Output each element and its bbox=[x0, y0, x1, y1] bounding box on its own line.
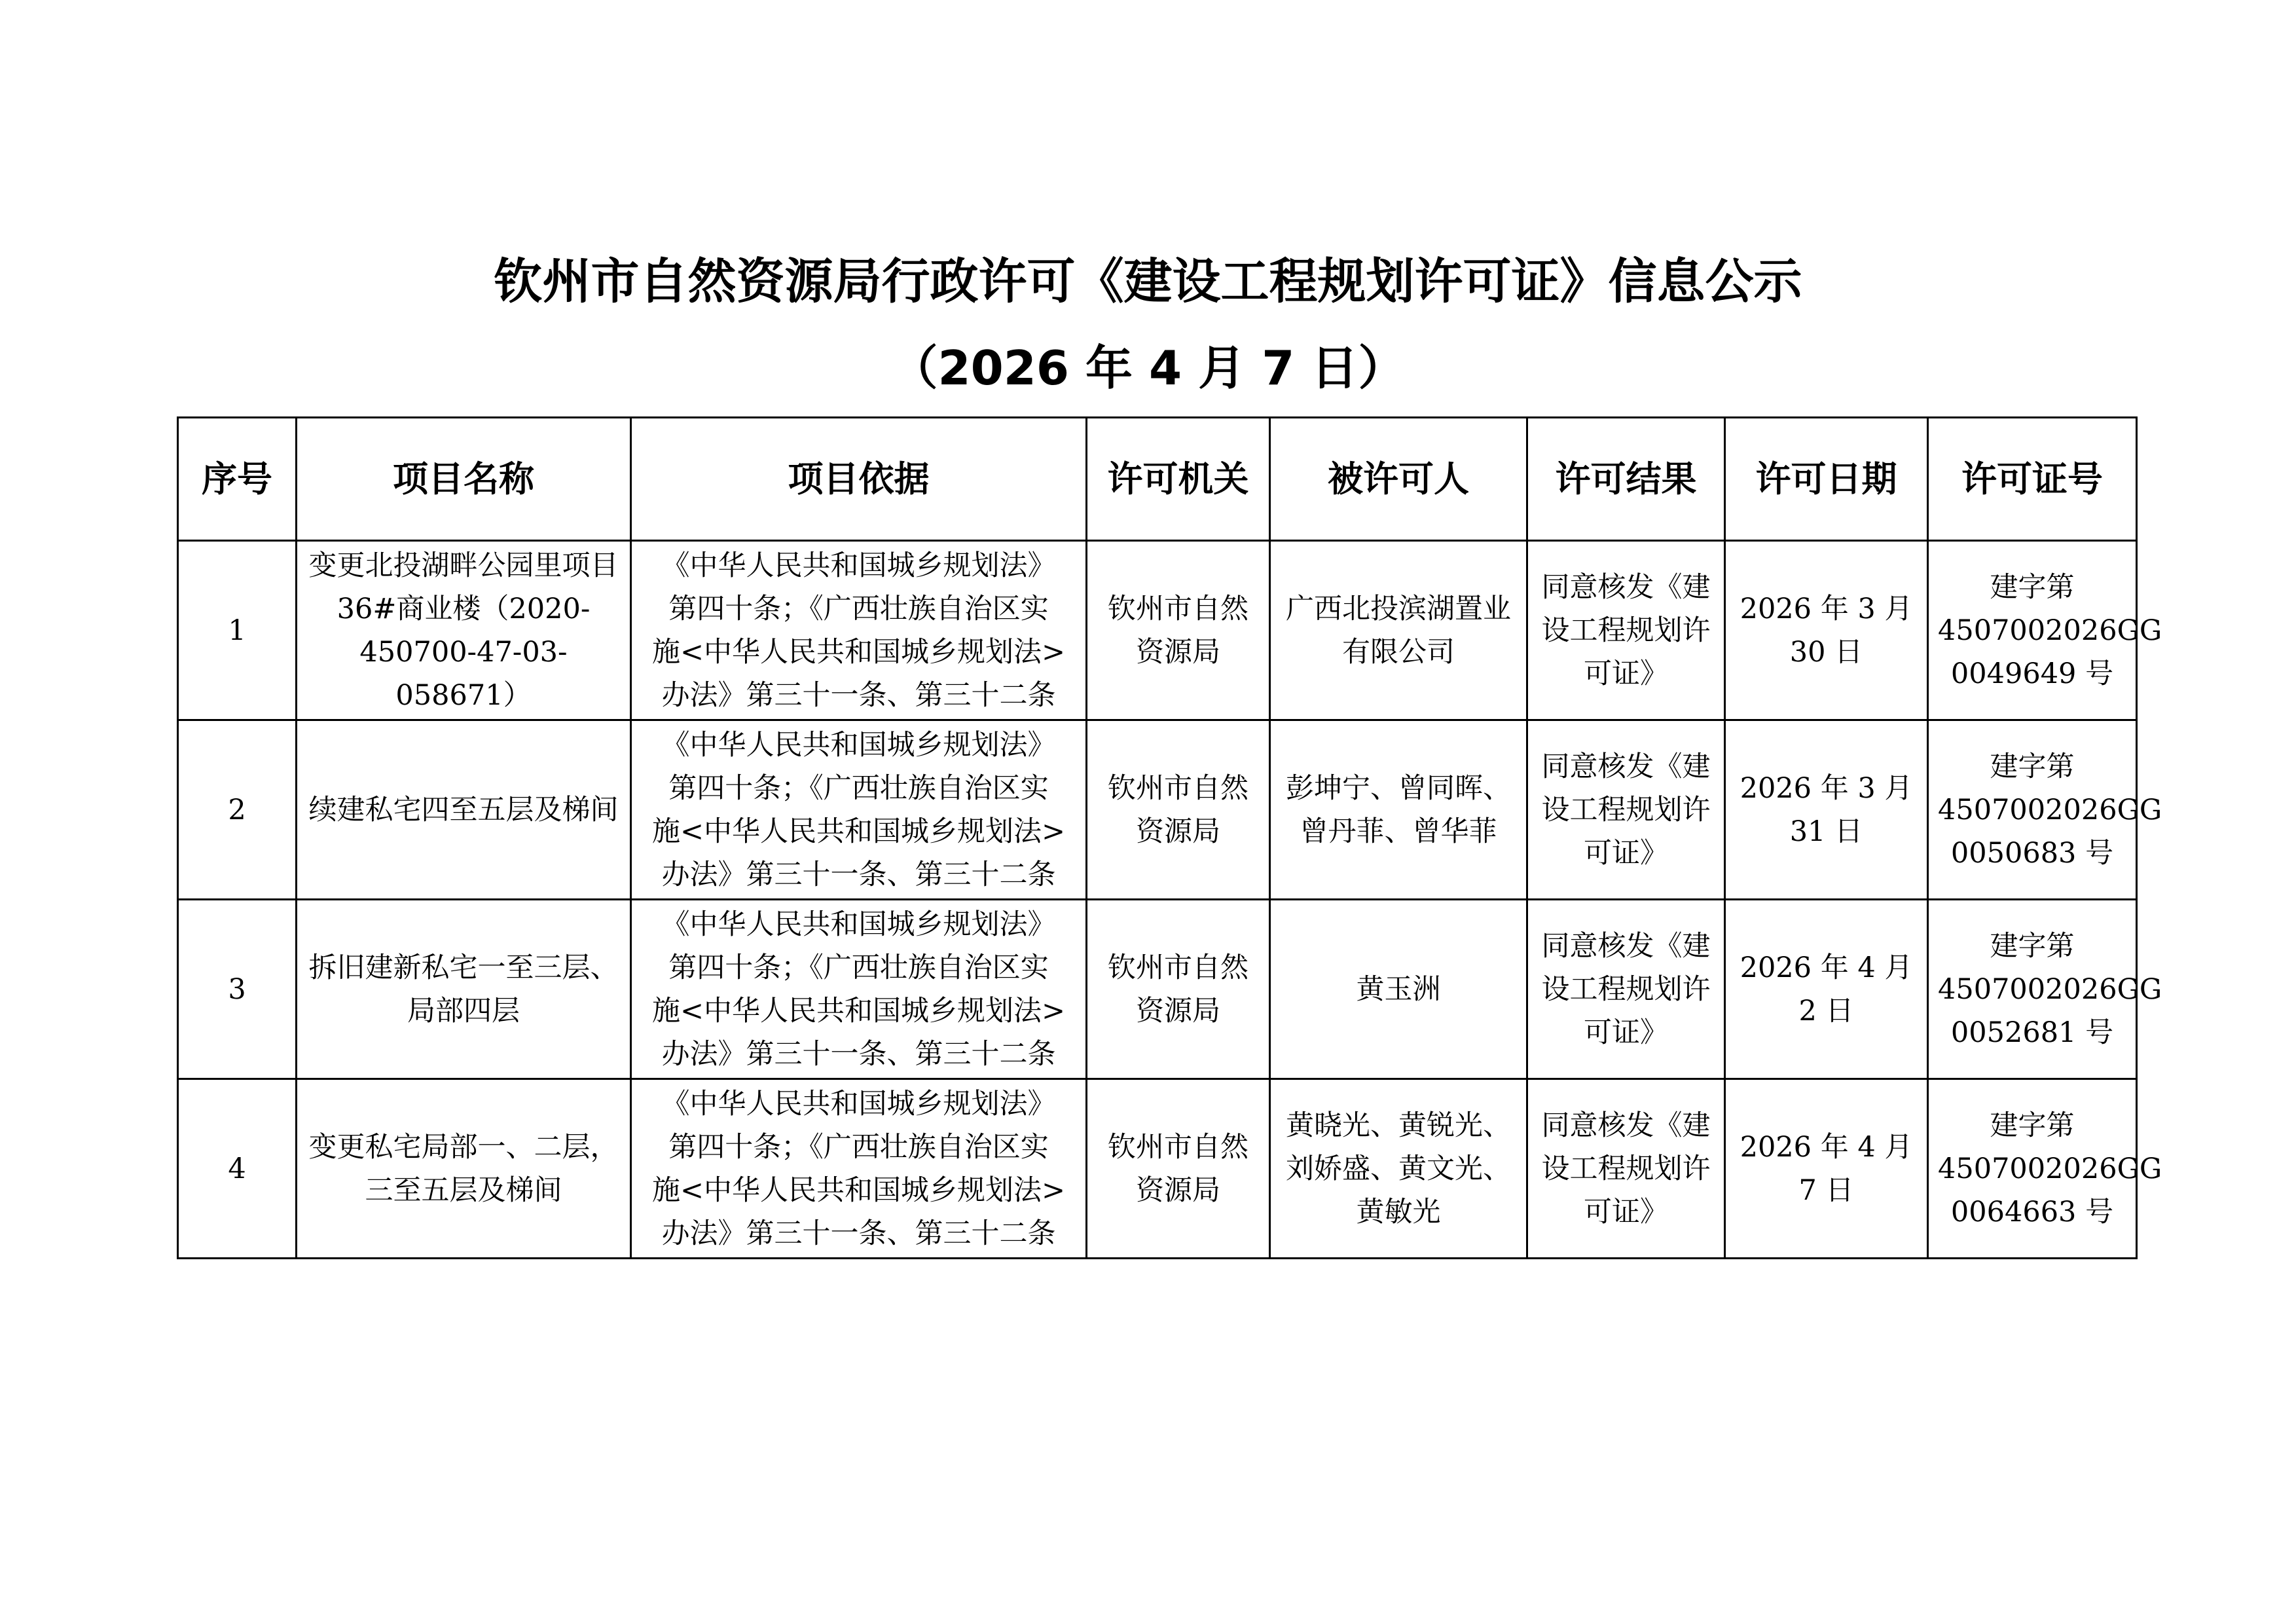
cell-licensee: 黄晓光、黄锐光、刘娇盛、黄文光、黄敏光 bbox=[1270, 1079, 1527, 1259]
permit-table bbox=[177, 416, 2162, 1259]
page-title: 钦州市自然资源局行政许可《建设工程规划许可证》信息公示 bbox=[494, 253, 1802, 310]
cell-authority: 钦州市自然资源局 bbox=[1087, 720, 1270, 900]
basis-line: 施<中华人民共和国城乡规划法> bbox=[651, 1173, 1066, 1207]
cell-authority: 钦州市自然资源局 bbox=[1087, 1079, 1270, 1259]
table-row bbox=[178, 720, 2137, 900]
cell-basis bbox=[631, 900, 1087, 1079]
cell-seq: 3 bbox=[178, 900, 297, 1079]
basis-line: 第四十条；《广西壮族自治区实 bbox=[668, 592, 1049, 625]
cell-project-name: 变更北投湖畔公园里项目 36#商业楼（2020-450700-47-03-058671） bbox=[297, 541, 631, 720]
basis-line: 《中华人民共和国城乡规划法》 bbox=[661, 549, 1056, 582]
license-no-line: 建字第 bbox=[1990, 929, 2075, 963]
basis-line: 《中华人民共和国城乡规划法》 bbox=[661, 1087, 1056, 1120]
license-no-line: 4507002026GG bbox=[1938, 614, 2162, 647]
basis-line: 施<中华人民共和国城乡规划法> bbox=[651, 635, 1066, 669]
cell-result: 同意核发《建设工程规划许可证》 bbox=[1527, 541, 1725, 720]
cell-date: 2026 年 3 月 31 日 bbox=[1725, 720, 1928, 900]
cell-date: 2026 年 3 月 30 日 bbox=[1725, 541, 1928, 720]
cell-project-name: 变更私宅局部一、二层，三至五层及梯间 bbox=[297, 1079, 631, 1259]
page-subtitle-date: （2026 年 4 月 7 日） bbox=[890, 341, 1406, 396]
license-no-line: 0049649 号 bbox=[1950, 657, 2114, 690]
cell-license-no bbox=[1928, 900, 2162, 1079]
cell-basis bbox=[631, 720, 1087, 900]
cell-license-no bbox=[1928, 541, 2162, 720]
cell-project-name: 拆旧建新私宅一至三层、局部四层 bbox=[297, 900, 631, 1079]
license-no-line: 0052681 号 bbox=[1950, 1016, 2114, 1049]
cell-project-name: 续建私宅四至五层及梯间 bbox=[297, 720, 631, 900]
cell-authority: 钦州市自然资源局 bbox=[1087, 900, 1270, 1079]
basis-line: 第四十条；《广西壮族自治区实 bbox=[668, 771, 1049, 805]
cell-licensee: 广西北投滨湖置业有限公司 bbox=[1270, 541, 1527, 720]
basis-line: 施<中华人民共和国城乡规划法> bbox=[651, 815, 1066, 848]
basis-line: 《中华人民共和国城乡规划法》 bbox=[661, 908, 1056, 941]
cell-licensee: 彭坤宁、曾同晖、曾丹菲、曾华菲 bbox=[1270, 720, 1527, 900]
basis-line: 第四十条；《广西壮族自治区实 bbox=[668, 951, 1049, 984]
header-project-name: 项目名称 bbox=[297, 418, 631, 541]
license-no-line: 建字第 bbox=[1990, 570, 2075, 604]
cell-licensee: 黄玉洲 bbox=[1270, 900, 1527, 1079]
basis-line: 第四十条；《广西壮族自治区实 bbox=[668, 1130, 1049, 1164]
license-no-line: 4507002026GG bbox=[1938, 972, 2162, 1006]
cell-authority: 钦州市自然资源局 bbox=[1087, 541, 1270, 720]
title-block bbox=[0, 249, 2296, 401]
header-licensee: 被许可人 bbox=[1270, 418, 1527, 541]
header-basis: 项目依据 bbox=[631, 418, 1087, 541]
cell-date: 2026 年 4 月 7 日 bbox=[1725, 1079, 1928, 1259]
basis-line: 《中华人民共和国城乡规划法》 bbox=[661, 728, 1056, 762]
cell-license-no bbox=[1928, 720, 2162, 900]
header-seq: 序号 bbox=[178, 418, 297, 541]
basis-line: 办法》第三十一条、第三十二条 bbox=[661, 1217, 1056, 1250]
license-no-line: 0050683 号 bbox=[1950, 836, 2114, 870]
license-no-line: 4507002026GG bbox=[1938, 1152, 2162, 1185]
cell-license-no bbox=[1928, 1079, 2162, 1259]
cell-result: 同意核发《建设工程规划许可证》 bbox=[1527, 720, 1725, 900]
cell-basis bbox=[631, 1079, 1087, 1259]
table-header-row bbox=[178, 418, 2137, 541]
basis-line: 办法》第三十一条、第三十二条 bbox=[661, 678, 1056, 712]
cell-date: 2026 年 4 月 2 日 bbox=[1725, 900, 1928, 1079]
header-authority: 许可机关 bbox=[1087, 418, 1270, 541]
cell-seq: 2 bbox=[178, 720, 297, 900]
table-row bbox=[178, 1079, 2137, 1259]
basis-line: 办法》第三十一条、第三十二条 bbox=[661, 858, 1056, 891]
basis-line: 办法》第三十一条、第三十二条 bbox=[661, 1037, 1056, 1071]
cell-seq: 1 bbox=[178, 541, 297, 720]
basis-line: 施<中华人民共和国城乡规划法> bbox=[651, 994, 1066, 1027]
table-row bbox=[178, 900, 2137, 1079]
cell-result: 同意核发《建设工程规划许可证》 bbox=[1527, 900, 1725, 1079]
header-license-no: 许可证号 bbox=[1928, 418, 2137, 541]
license-no-line: 0064663 号 bbox=[1950, 1195, 2114, 1228]
cell-basis bbox=[631, 541, 1087, 720]
header-date: 许可日期 bbox=[1725, 418, 1928, 541]
license-no-line: 建字第 bbox=[1990, 750, 2075, 783]
license-no-line: 建字第 bbox=[1990, 1109, 2075, 1142]
cell-result: 同意核发《建设工程规划许可证》 bbox=[1527, 1079, 1725, 1259]
header-result: 许可结果 bbox=[1527, 418, 1725, 541]
cell-seq: 4 bbox=[178, 1079, 297, 1259]
table-row bbox=[178, 541, 2137, 720]
license-no-line: 4507002026GG bbox=[1938, 793, 2162, 826]
